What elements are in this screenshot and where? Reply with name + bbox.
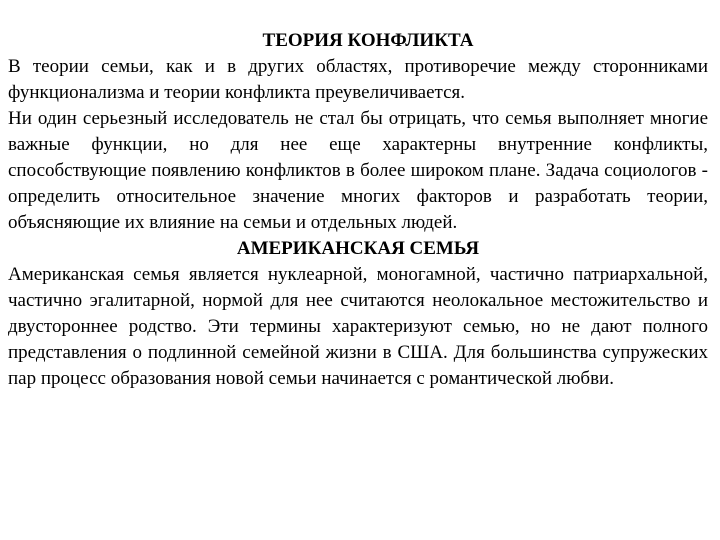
conflict-theory-heading: ТЕОРИЯ КОНФЛИКТА (262, 30, 474, 51)
conflict-theory-paragraph-2: Ни один серьезный исследователь не стал бы отрицать, что семья выполняет многие важные функции, но для нее еще характерны внутренние конфликты, способствующие появлению конфликтов в более широком плане. Задача социологов - определить относительное значение многих факторов и разработать теории, объясняющие их влияние на семьи и отдельных людей. (8, 108, 708, 233)
american-family-heading: АМЕРИКАНСКАЯ СЕМЬЯ (236, 238, 480, 259)
slide-content (8, 28, 708, 392)
conflict-theory-paragraph-1: В теории семьи, как и в других областях, противоречие между сторонниками функционализма и теории конфликта преувеличивается. (8, 56, 708, 103)
american-family-paragraph: Американская семья является нуклеарной, моногамной, частично патриархальной, частично эгалитарной, нормой для нее считаются неолокальное местожительство и двустороннее родство. Эти термины характеризуют семью, но не дают полного представления о подлинной семейной жизни в США. Для большинства супружеских пар процесс образования новой семьи начинается с романтической любви. (8, 264, 708, 389)
